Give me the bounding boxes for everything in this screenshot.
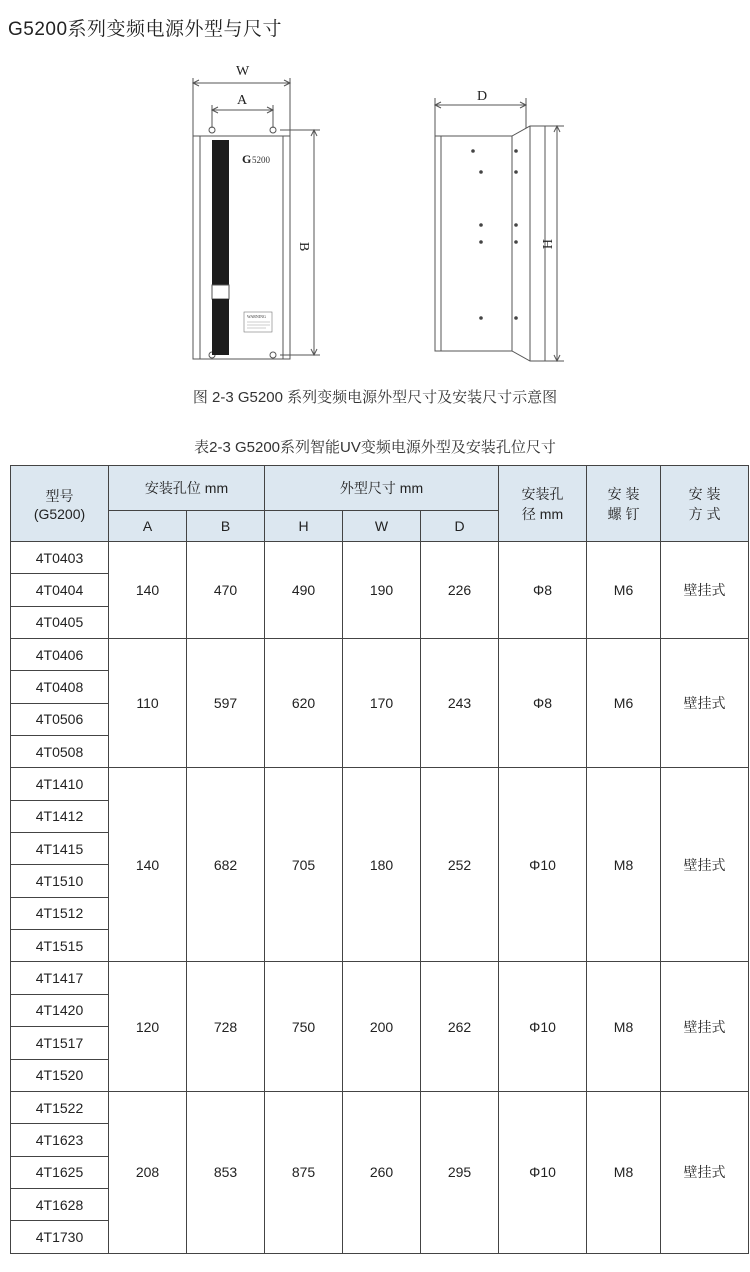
model-cell: 4T1517 [11, 1027, 109, 1059]
hole-cell: Φ8 [499, 542, 587, 639]
front-panel-outline [193, 136, 290, 359]
h-cell: 875 [265, 1091, 343, 1253]
side-panel-outline [435, 126, 545, 361]
hole-cell: Φ10 [499, 1091, 587, 1253]
b-cell: 853 [187, 1091, 265, 1253]
method-cell: 壁挂式 [661, 1091, 749, 1253]
hole-cell: Φ8 [499, 639, 587, 768]
w-cell: 170 [343, 639, 421, 768]
a-cell: 208 [109, 1091, 187, 1253]
front-dark-strip-bottom [212, 299, 229, 355]
model-cell: 4T1412 [11, 800, 109, 832]
model-cell: 4T1512 [11, 897, 109, 929]
method-cell: 壁挂式 [661, 542, 749, 639]
model-cell: 4T0408 [11, 671, 109, 703]
header-method: 安 装 方 式 [661, 466, 749, 542]
method-cell: 壁挂式 [661, 768, 749, 962]
model-cell: 4T0508 [11, 736, 109, 768]
header-h: H [265, 511, 343, 542]
hole-cell: Φ10 [499, 962, 587, 1091]
screw-cell: M8 [587, 962, 661, 1091]
b-cell: 682 [187, 768, 265, 962]
a-cell: 110 [109, 639, 187, 768]
method-cell: 壁挂式 [661, 962, 749, 1091]
b-cell: 728 [187, 962, 265, 1091]
d-cell: 295 [421, 1091, 499, 1253]
w-cell: 180 [343, 768, 421, 962]
model-cell: 4T1520 [11, 1059, 109, 1091]
figure-caption: 图 2-3 G5200 系列变频电源外型尺寸及安装尺寸示意图 [192, 389, 558, 406]
b-cell: 470 [187, 542, 265, 639]
header-b: B [187, 511, 265, 542]
dimension-drawing [0, 50, 750, 380]
d-cell: 262 [421, 962, 499, 1091]
label-a: A [237, 93, 248, 108]
page-title: G5200系列变频电源外型与尺寸 [8, 19, 283, 40]
table-row [11, 768, 749, 800]
table-row [11, 962, 749, 994]
header-mount-hole: 安装孔位 mm [109, 466, 265, 511]
model-cell: 4T1415 [11, 833, 109, 865]
screw-cell: M8 [587, 1091, 661, 1253]
d-cell: 252 [421, 768, 499, 962]
label-b: B [296, 242, 311, 252]
a-cell: 120 [109, 962, 187, 1091]
model-cell: 4T1623 [11, 1124, 109, 1156]
d-cell: 226 [421, 542, 499, 639]
header-w: W [343, 511, 421, 542]
h-cell: 490 [265, 542, 343, 639]
model-cell: 4T1628 [11, 1188, 109, 1220]
h-cell: 620 [265, 639, 343, 768]
header-screw: 安 装 螺 钉 [587, 466, 661, 542]
front-dark-strip-top [212, 140, 229, 285]
model-cell: 4T1515 [11, 930, 109, 962]
model-cell: 4T1730 [11, 1221, 109, 1253]
a-cell: 140 [109, 542, 187, 639]
label-w: W [236, 64, 250, 79]
method-cell: 壁挂式 [661, 639, 749, 768]
front-logo-text: 5200 [252, 155, 270, 165]
model-cell: 4T0406 [11, 639, 109, 671]
header-model: 型号 (G5200) [11, 466, 109, 542]
w-cell: 190 [343, 542, 421, 639]
w-cell: 200 [343, 962, 421, 1091]
table-row [11, 639, 749, 671]
h-cell: 750 [265, 962, 343, 1091]
header-a: A [109, 511, 187, 542]
model-cell: 4T1417 [11, 962, 109, 994]
model-cell: 4T1420 [11, 994, 109, 1026]
screw-cell: M6 [587, 639, 661, 768]
spec-table [10, 465, 749, 1254]
table-row [11, 1091, 749, 1123]
label-h: H [539, 239, 554, 250]
h-cell: 705 [265, 768, 343, 962]
table-row [11, 542, 749, 574]
model-cell: 4T0403 [11, 542, 109, 574]
header-hole-diameter: 安装孔 径 mm [499, 466, 587, 542]
model-cell: 4T1522 [11, 1091, 109, 1123]
d-cell: 243 [421, 639, 499, 768]
model-cell: 4T1510 [11, 865, 109, 897]
warning-label-text: WARNING [247, 314, 266, 319]
model-cell: 4T1625 [11, 1156, 109, 1188]
header-outline: 外型尺寸 mm [265, 466, 499, 511]
b-cell: 597 [187, 639, 265, 768]
front-strip-window [212, 285, 229, 299]
a-cell: 140 [109, 768, 187, 962]
screw-cell: M8 [587, 768, 661, 962]
model-cell: 4T1410 [11, 768, 109, 800]
label-d: D [477, 89, 488, 104]
spec-table-body [11, 542, 749, 1254]
table-caption: 表2-3 G5200系列智能UV变频电源外型及安装孔位尺寸 [194, 439, 556, 456]
header-d: D [421, 511, 499, 542]
model-cell: 4T0404 [11, 574, 109, 606]
w-cell: 260 [343, 1091, 421, 1253]
screw-cell: M6 [587, 542, 661, 639]
front-logo-mark: G [242, 152, 252, 166]
hole-cell: Φ10 [499, 768, 587, 962]
model-cell: 4T0506 [11, 703, 109, 735]
model-cell: 4T0405 [11, 606, 109, 638]
